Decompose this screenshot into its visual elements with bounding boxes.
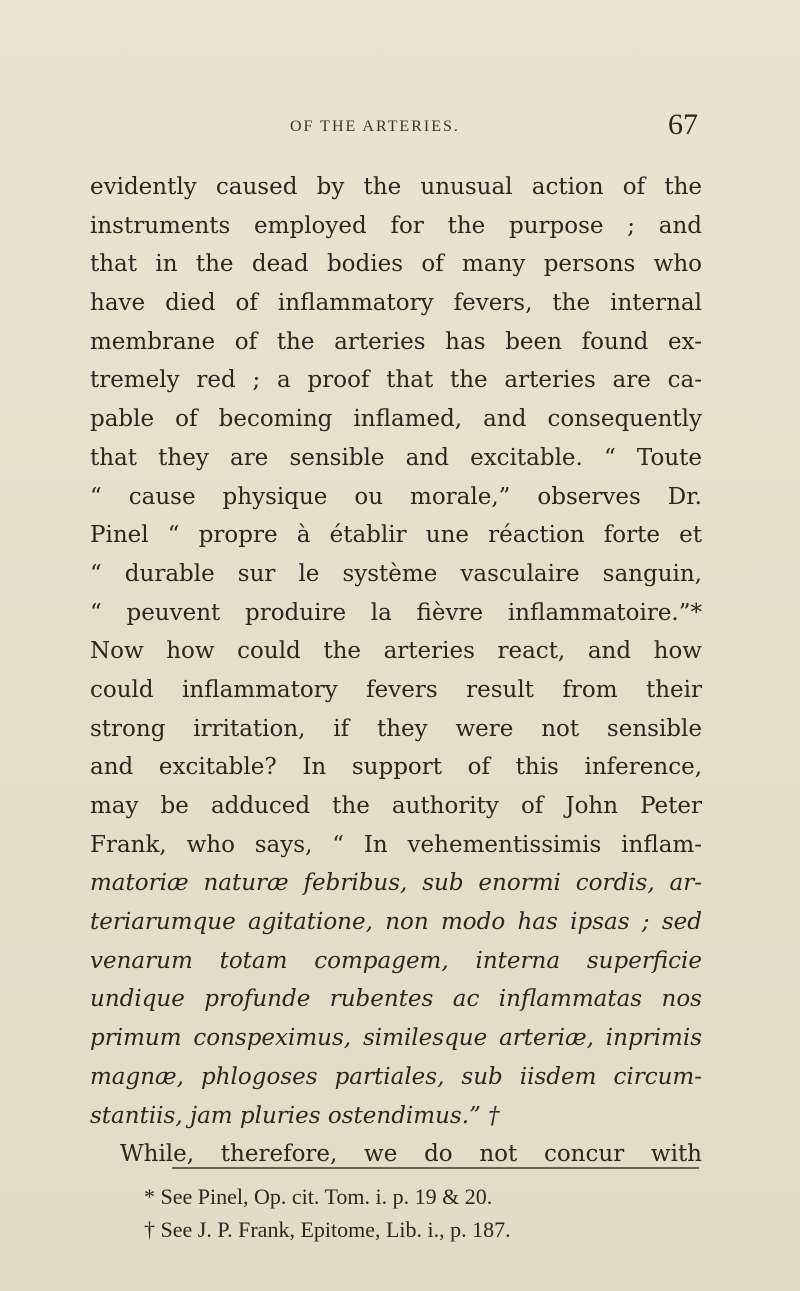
text-line: that in the dead bodies of many persons who [90,251,702,278]
text-line-latin: teriarumque agitatione, non modo has ipsas ; sed [90,909,702,936]
text-line-latin: primum conspeximus, similesque arteriæ, inprimis [90,1025,702,1052]
text-line: evidently caused by the unusual action of the [90,174,702,200]
footnotes [144,1180,704,1246]
text-line: “ durable sur le système vasculaire sanguin, [90,560,702,587]
text-line: membrane of the arteries has been found ex- [90,328,702,355]
text-line: strong irritation, if they were not sensible [90,715,702,742]
body-text [90,168,702,1174]
text-line: may be adduced the authority of John Peter [90,793,702,819]
text-line: Pinel “ propre à établir une réaction forte et [90,522,702,549]
text-line: “ cause physique ou morale,” observes Dr. [90,483,702,510]
footnote-frank: † See J. P. Frank, Epitome, Lib. i., p. 187. [144,1217,511,1242]
running-head: OF THE ARTERIES. [290,118,460,135]
text-line: Frank, who says, “ In vehementissimis inflam- [90,831,702,858]
text-line: tremely red ; a proof that the arteries are ca- [90,367,702,394]
text-line: that they are sensible and excitable. “ Toute [90,444,702,471]
text-line: pable of becoming inflamed, and consequently [90,406,702,433]
text-line-latin: magnæ, phlogoses partiales, sub iisdem circum- [90,1063,702,1090]
text-line: have died of inflammatory fevers, the internal [90,290,702,317]
text-line: and excitable? In support of this inference, [90,754,702,781]
text-line: While, therefore, we do not concur with [120,1141,702,1168]
text-line: Now how could the arteries react, and how [90,638,702,665]
text-line-latin: matoriæ naturæ febribus, sub enormi cordis, ar- [90,870,702,897]
footnote-rule [172,1167,699,1169]
page-number: 67 [668,108,698,141]
text-line-latin: undique profunde rubentes ac inflammatas nos [90,986,702,1013]
text-line-latin: stantiis, jam pluries ostendimus.” † [90,1102,500,1129]
text-line: could inflammatory fevers result from their [90,676,702,703]
text-line: “ peuvent produire la fièvre inflammatoire.”* [90,599,702,626]
text-line-latin: venarum totam compagem, interna superficie [90,947,702,974]
text-line: instruments employed for the purpose ; and [90,212,702,239]
footnote-pinel: * See Pinel, Op. cit. Tom. i. p. 19 & 20. [144,1184,493,1209]
